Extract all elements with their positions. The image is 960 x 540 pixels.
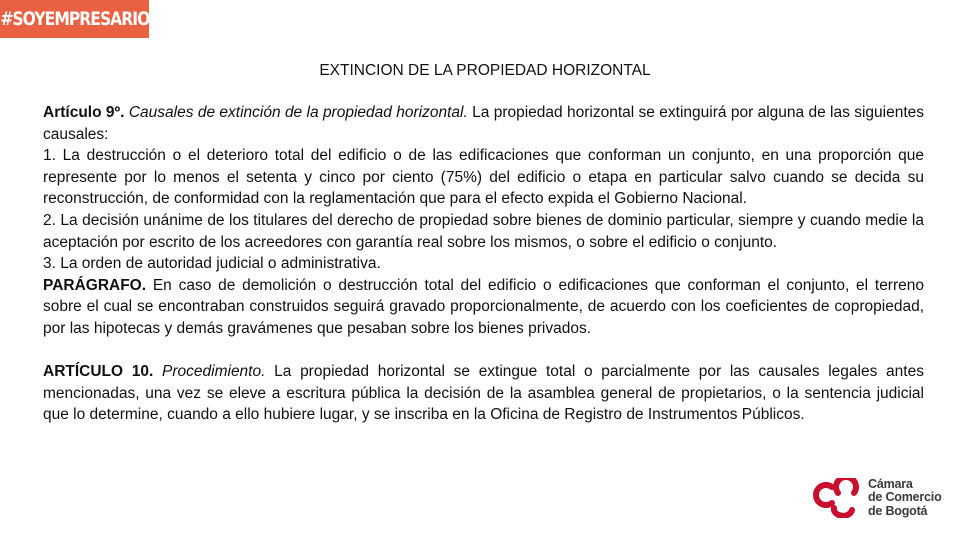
document-title: EXTINCION DE LA PROPIEDAD HORIZONTAL bbox=[319, 62, 651, 79]
chamber-logo-icon bbox=[808, 478, 864, 518]
section-gap bbox=[43, 340, 924, 362]
article-9-intro bbox=[43, 102, 924, 145]
article-9-subject: Causales de extinción de la propiedad horizontal. bbox=[128, 104, 468, 121]
article-10-heading: ARTÍCULO 10. bbox=[43, 363, 154, 381]
article-9-item-3: 3. La orden de autoridad judicial o administrativa. bbox=[43, 255, 381, 273]
document-body bbox=[43, 102, 924, 426]
paragraph-text: En caso de demolición o destrucción total del edificio o edificaciones que conforman el conjunto, el terreno sobre el cual se encontraban construidos seguirá gravado proporcionalmente, de acuerdo con los coeficientes de copropiedad, por las hipotecas y demás gravámenes que pesaban sobre los bienes privados. bbox=[43, 276, 924, 337]
article-10 bbox=[43, 361, 924, 426]
hashtag-text: #SOYEMPRESARIO bbox=[0, 8, 150, 30]
article-9-paragraph bbox=[43, 275, 924, 340]
logo-line-1: Cámara bbox=[868, 476, 913, 491]
article-9-heading: Artículo 9º. bbox=[43, 104, 125, 121]
article-10-text: La propiedad horizontal se extingue total o parcialmente por las causales legales antes mencionadas, una vez se eleve a escritura pública la decisión de la asamblea general de propietarios, o la sentencia judicial que lo determine, cuando a ello hubiere lugar, y se inscriba en la Oficina de Registro de Instrumentos Públicos. bbox=[43, 363, 924, 424]
article-9-intro-text: La propiedad horizontal se extinguirá por alguna de las siguientes causales: bbox=[43, 104, 925, 143]
camara-comercio-logo bbox=[808, 475, 948, 521]
article-9-item-2: 2. La decisión unánime de los titulares del derecho de propiedad sobre bienes de dominio particular, siempre y cuando medie la aceptación por escrito de los acreedores con garantía real sobre los mismos, o sobre el edificio o conjunto. bbox=[43, 211, 924, 251]
hashtag-banner bbox=[0, 0, 149, 38]
paragraph-heading: PARÁGRAFO. bbox=[43, 276, 147, 294]
logo-line-3: de Bogotá bbox=[868, 503, 928, 518]
logo-wordmark bbox=[868, 478, 942, 519]
article-9-item-1: 1. La destrucción o el deterioro total del edificio o de las edificaciones que conforman un conjunto, en una proporción que represente por lo menos el setenta y cinco por ciento (75%) del edificio o etapa en particular salvo cuando se decida su reconstrucción, de conformidad con la reglamentación que para el efecto expida el Gobierno Nacional. bbox=[43, 147, 924, 208]
article-10-subject: Procedimiento. bbox=[162, 363, 266, 381]
logo-line-2: de Comercio bbox=[868, 490, 942, 505]
